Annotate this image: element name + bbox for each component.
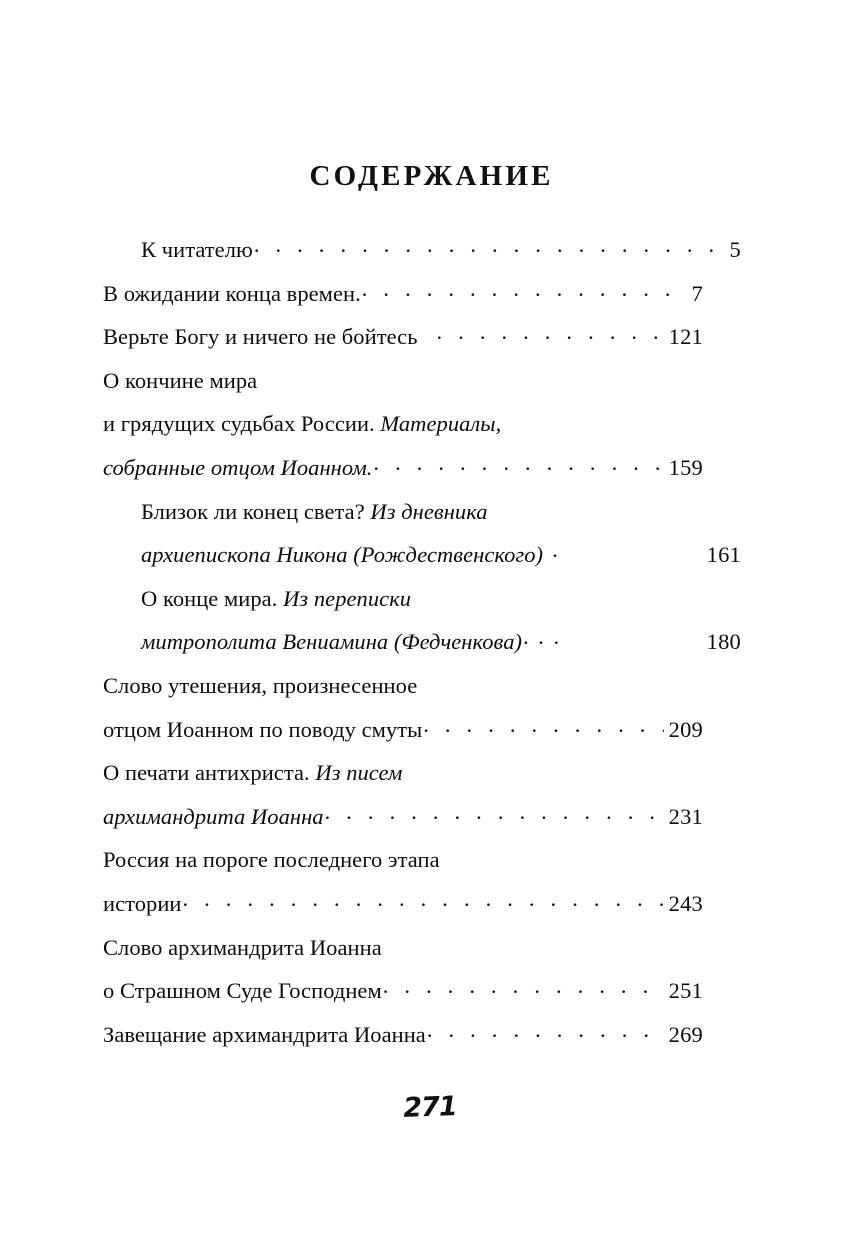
toc-dot-leader <box>441 845 698 868</box>
toc-label-roman: истории <box>103 890 182 916</box>
toc-page-number: 121 <box>668 324 703 350</box>
toc-entry-line <box>103 969 703 1013</box>
toc-entry-label <box>103 272 361 316</box>
toc-entry-line <box>103 795 703 839</box>
toc-label-roman: Близок ли конец света? <box>141 498 371 524</box>
toc-label-roman: В ожидании конца времен. <box>103 280 361 306</box>
toc-page-number: 5 <box>729 237 741 262</box>
toc-entry-label <box>103 838 440 882</box>
toc-entry-line <box>103 1013 703 1057</box>
toc-entry-label <box>103 315 418 359</box>
toc-entry[interactable] <box>103 577 741 664</box>
toc-dot-leader <box>325 801 664 824</box>
toc-label-italic: Из дневника <box>370 498 488 524</box>
toc-entry[interactable] <box>103 490 741 577</box>
toc-entry-line <box>103 664 703 708</box>
toc-label-italic: Из переписки <box>283 585 412 611</box>
toc-entry-line <box>103 446 703 490</box>
table-of-contents <box>103 228 741 1056</box>
toc-entry-line <box>103 228 741 272</box>
toc-entry-line <box>103 751 703 795</box>
toc-label-roman: О конце мира. <box>141 585 284 611</box>
toc-entry-line <box>103 359 703 403</box>
toc-entry[interactable] <box>103 315 703 359</box>
toc-label-roman: и грядущих судьбах России. <box>103 411 381 437</box>
toc-label-roman: о Страшном Суде Господнем <box>103 978 382 1004</box>
toc-page-number: 231 <box>668 803 703 829</box>
toc-label-roman: О печати антихриста. <box>103 760 316 786</box>
toc-label-italic: архиепископа Никона (Рождественского) <box>141 542 544 568</box>
toc-entry-label <box>103 751 402 795</box>
toc-label-italic: Материалы, <box>380 411 502 437</box>
toc-entry-label <box>103 882 182 926</box>
toc-dot-leader <box>383 932 698 955</box>
toc-dot-leader <box>419 322 664 345</box>
toc-page-number: 159 <box>668 454 703 480</box>
toc-page-number: 7 <box>691 280 703 306</box>
toc-entry-line <box>103 577 741 621</box>
toc-label-roman: О кончине мира <box>103 367 258 393</box>
toc-entry-line <box>103 926 703 970</box>
toc-label-italic: собранные отцом Иоанном. <box>103 454 373 480</box>
toc-dot-leader <box>383 976 664 999</box>
toc-entry-label <box>103 926 382 970</box>
toc-page-number: 161 <box>706 542 741 568</box>
toc-page-number: 243 <box>668 890 703 916</box>
toc-page-number: 209 <box>668 716 703 742</box>
toc-entry-label <box>141 490 488 534</box>
toc-entry-line <box>103 882 703 926</box>
toc-entry-line <box>103 315 703 359</box>
toc-label-italic: Из писем <box>315 760 403 786</box>
page-title: СОДЕРЖАНИЕ <box>309 160 554 193</box>
toc-entry-line <box>103 708 703 752</box>
toc-dot-leader <box>489 496 736 519</box>
toc-dot-leader <box>362 278 687 301</box>
toc-dot-leader <box>258 365 698 388</box>
toc-entry-label <box>141 228 253 272</box>
toc-label-roman: Верьте Богу и ничего не бойтесь <box>103 324 418 350</box>
toc-page-number: 180 <box>706 629 741 655</box>
toc-entry[interactable] <box>103 359 703 490</box>
toc-entry-line <box>103 620 741 664</box>
toc-label-italic: архимандрита Иоанна <box>103 803 324 829</box>
toc-dot-leader <box>502 409 698 432</box>
toc-dot-leader <box>523 627 702 650</box>
toc-label-roman: Завещание архимандрита Иоанна <box>103 1021 426 1047</box>
toc-dot-leader <box>403 758 698 781</box>
toc-entry[interactable] <box>103 751 703 838</box>
toc-page-number: 251 <box>668 978 703 1004</box>
folio-page-number: 271 <box>402 1091 458 1124</box>
toc-page-number: 269 <box>668 1021 703 1047</box>
toc-label-roman: Россия на пороге последнего этапа <box>103 847 440 873</box>
toc-label-roman: отцом Иоанном по поводу смуты <box>103 716 423 742</box>
toc-label-roman: К читателю <box>141 237 253 262</box>
toc-dot-leader <box>418 670 698 693</box>
toc-dot-leader <box>412 583 736 606</box>
toc-entry-label <box>103 708 422 752</box>
toc-entry-line <box>103 533 741 577</box>
toc-dot-leader <box>427 1019 664 1042</box>
toc-entry-label <box>103 402 501 446</box>
toc-entry-label <box>103 446 372 490</box>
toc-entry[interactable] <box>103 228 741 272</box>
toc-entry[interactable] <box>103 838 703 925</box>
toc-entry[interactable] <box>103 272 703 316</box>
toc-entry-label <box>103 359 257 403</box>
toc-entry-label <box>103 795 324 839</box>
toc-entry[interactable] <box>103 664 703 751</box>
toc-entry-label <box>141 533 543 577</box>
toc-entry-label <box>103 1013 426 1057</box>
toc-dot-leader <box>254 235 725 258</box>
toc-entry-line <box>103 272 703 316</box>
toc-entry-line <box>103 402 703 446</box>
toc-label-roman: Слово утешения, произнесенное <box>103 672 418 698</box>
toc-entry-label <box>103 664 417 708</box>
toc-entry-label <box>141 620 522 664</box>
toc-label-italic: митрополита Вениамина (Федченкова) <box>141 629 523 655</box>
toc-entry[interactable] <box>103 1013 703 1057</box>
toc-entry-label <box>103 969 382 1013</box>
toc-entry-label <box>141 577 411 621</box>
toc-dot-leader <box>183 888 664 911</box>
toc-entry-line <box>103 838 703 882</box>
toc-entry[interactable] <box>103 926 703 1013</box>
toc-entry-line <box>103 490 741 534</box>
toc-dot-leader <box>423 714 663 737</box>
toc-dot-leader <box>373 452 663 475</box>
toc-dot-leader <box>544 540 702 563</box>
toc-label-roman: Слово архимандрита Иоанна <box>103 934 382 960</box>
